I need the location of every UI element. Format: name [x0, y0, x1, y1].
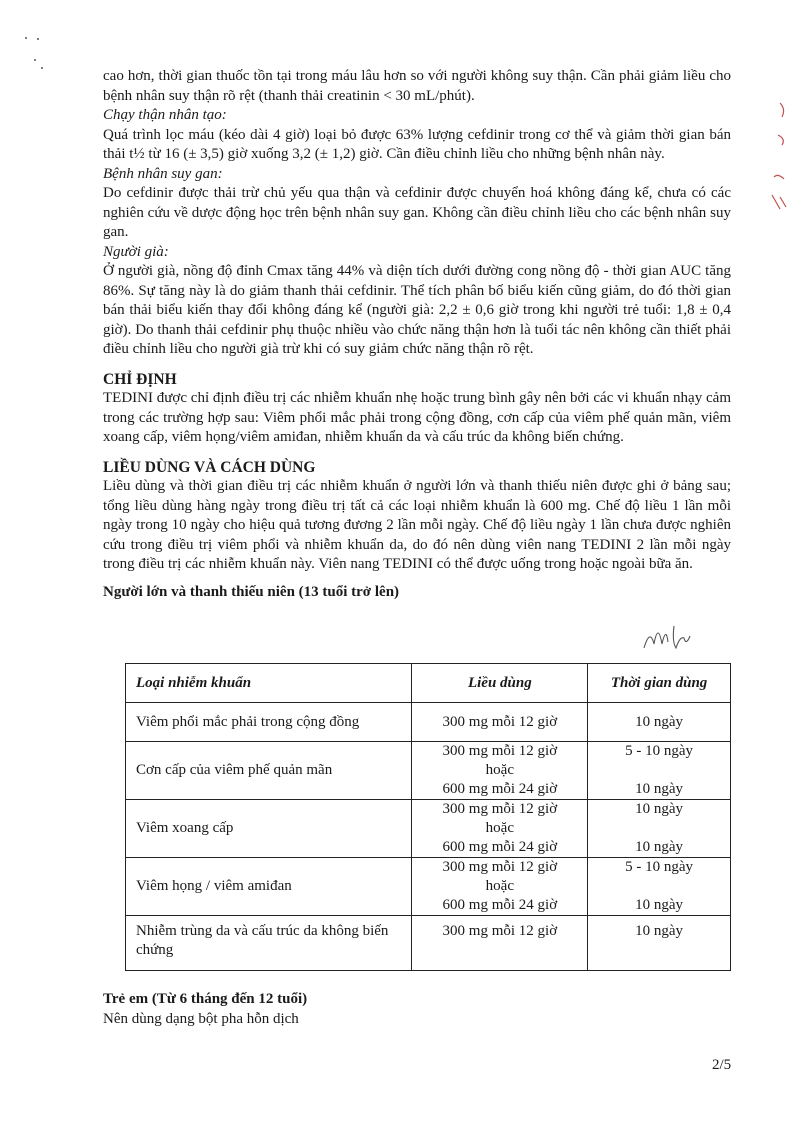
handwritten-initials [640, 618, 700, 658]
duration-cell: 10 ngày [588, 703, 731, 742]
duration-line: 10 ngày [635, 781, 684, 797]
column-header: Loại nhiễm khuẩn [126, 664, 412, 703]
heading-elderly: Người già: [103, 243, 169, 260]
heading-liver: Bệnh nhân suy gan: [103, 165, 223, 182]
dose-or: hoặc [485, 762, 514, 778]
dose-line: 600 mg mỗi 24 giờ [442, 839, 558, 855]
heading-dialysis: Chạy thận nhân tạo: [103, 107, 227, 123]
page-number: 2/5 [712, 1057, 732, 1073]
duration-cell [588, 800, 731, 858]
paragraph-dialysis: Quá trình lọc máu (kéo dài 4 giờ) loại bỏ được 63% lượng cefdinir trong cơ thể và giảm thời gian bán thải t½ từ 16 (± 3,5) giờ xuống 3,2 (± 1,2) giờ. Cần điều chỉnh liều cho những bệnh nhân này. [103, 126, 731, 162]
dose-line: 300 mg mỗi 12 giờ [442, 859, 558, 875]
paragraph-renal: cao hơn, thời gian thuốc tồn tại trong máu lâu hơn so với người không suy thận. Cần phải giảm liều cho bệnh nhân suy thận rõ rệt (thanh thải creatinin < 30 mL/phút). [103, 68, 731, 104]
paragraph-indication: TEDINI được chỉ định điều trị các nhiễm khuẩn nhẹ hoặc trung bình gây nên bởi các vi khuẩn nhạy cảm trong các trường hợp sau: Viêm phổi mắc phải trong cộng đồng, cơn cấp của viêm phế quản mãn, viêm xoang cấp, viêm họng/viêm amiđan, nhiễm khuẩn da và cấu trúc da không biến chứng. [103, 390, 731, 445]
paragraph-dosage: Liều dùng và thời gian điều trị các nhiễm khuẩn ở người lớn và thanh thiếu niên được ghi ở bảng sau; tổng liều dùng hàng ngày trong điều trị tất cả các loại nhiễm khuẩn là 600 mg. Chế độ liều 1 lần mỗi ngày trong 10 ngày cho hiệu quả tương đương 2 lần mỗi ngày. Chế độ liều ngày 1 lần chưa được nghiên cứu trong điều trị viêm phổi và nhiễm khuẩn da, do đó nên dùng viên nang TEDINI 2 lần mỗi ngày trong điều trị các nhiễm khuẩn này. Viên nang TEDINI có thể được uống trong hoặc ngoài bữa ăn. [103, 478, 731, 572]
dose-cell: 300 mg mỗi 12 giờ [412, 916, 588, 971]
infection-type-cell: Cơn cấp của viêm phế quản mãn [126, 742, 412, 800]
infection-type-cell: Viêm xoang cấp [126, 800, 412, 858]
table-header-row [126, 664, 731, 703]
infection-type-cell: Viêm phổi mắc phải trong cộng đồng [126, 703, 412, 742]
dose-line: 300 mg mỗi 12 giờ [442, 801, 558, 817]
duration-line: 5 - 10 ngày [625, 743, 694, 759]
infection-type-cell: Viêm họng / viêm amiđan [126, 858, 412, 916]
paragraph-elderly: Ở người già, nồng độ đỉnh Cmax tăng 44% và diện tích dưới đường cong nồng độ - thời gian AUC tăng 86%. Sự tăng này là do giảm thanh thải cefdinir. Thể tích phân bố biểu kiến cũng giảm, do đó thời gian bán thải biểu kiến thay đổi không đáng kể (người già: 2,2 ± 0,6 giờ trong khi người trẻ tuổi: 1,8 ± 0,4 giờ). Do thanh thải cefdinir phụ thuộc nhiều vào chức năng thận hơn là tuổi tác nên không cần thiết phải điều chỉnh liều cho người già trừ khi có suy giảm chức năng thận rõ rệt. [103, 263, 731, 357]
table-row [126, 800, 731, 858]
dose-line: 300 mg mỗi 12 giờ [442, 743, 558, 759]
table-row [126, 858, 731, 916]
column-header: Thời gian dùng [588, 664, 731, 703]
heading-indication: CHỈ ĐỊNH [103, 370, 177, 388]
dose-line: 600 mg mỗi 24 giờ [442, 781, 558, 797]
duration-line: 10 ngày [635, 801, 684, 817]
body-text [103, 67, 731, 602]
table-row [126, 703, 731, 742]
duration-cell [588, 742, 731, 800]
duration-line: 10 ngày [635, 839, 684, 855]
margin-handwriting-mark [760, 95, 796, 225]
duration-cell [588, 858, 731, 916]
paragraph-liver: Do cefdinir được thải trừ chủ yếu qua thận và cefdinir được chuyển hoá không đáng kể, chưa có các nghiên cứu về dược động học trên bệnh nhân suy gan. Không cần điều chỉnh liều cho các bệnh nhân suy gan. [103, 185, 731, 240]
dose-cell [412, 742, 588, 800]
table-row [126, 916, 731, 971]
duration-line: 5 - 10 ngày [625, 859, 694, 875]
scan-dots [20, 30, 60, 80]
dose-cell: 300 mg mỗi 12 giờ [412, 703, 588, 742]
child-section [103, 990, 731, 1029]
dose-cell [412, 858, 588, 916]
dosage-table [125, 663, 731, 971]
heading-adult: Người lớn và thanh thiếu niên (13 tuổi trở lên) [103, 583, 400, 600]
duration-line: 10 ngày [635, 897, 684, 913]
dose-or: hoặc [485, 820, 514, 836]
dose-cell [412, 800, 588, 858]
infection-type-cell: Nhiễm trùng da và cấu trúc da không biến chứng [126, 916, 412, 971]
table-row [126, 742, 731, 800]
duration-cell: 10 ngày [588, 916, 731, 971]
heading-dosage: LIỀU DÙNG VÀ CÁCH DÙNG [103, 458, 316, 476]
paragraph-child: Nên dùng dạng bột pha hỗn dịch [103, 1010, 299, 1027]
heading-child: Trẻ em (Từ 6 tháng đến 12 tuổi) [103, 991, 308, 1007]
dose-line: 600 mg mỗi 24 giờ [442, 897, 558, 913]
column-header: Liều dùng [412, 664, 588, 703]
dose-or: hoặc [485, 878, 514, 894]
